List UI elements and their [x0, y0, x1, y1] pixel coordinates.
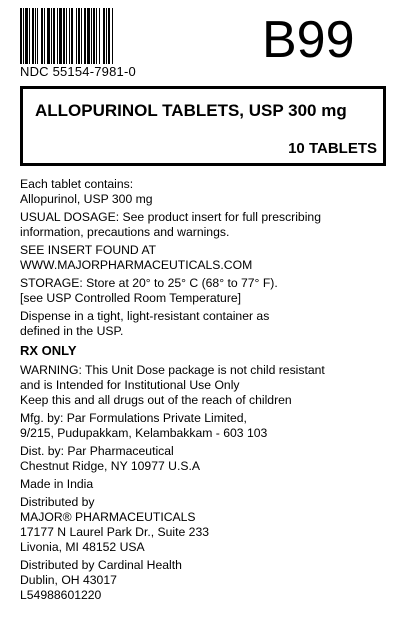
label-line: Each tablet contains: [20, 177, 134, 191]
lot-code: L54988601220 [20, 588, 102, 602]
ndc-number: NDC 55154-7981-0 [20, 64, 136, 79]
storage-section [20, 276, 405, 306]
rx-only: RX ONLY [20, 343, 77, 358]
each-tablet-section [20, 177, 405, 207]
label-body [20, 177, 405, 603]
label-line: MAJOR® PHARMACEUTICALS [20, 510, 196, 524]
label-line: Distributed by [20, 495, 95, 509]
label-line: defined in the USP. [20, 324, 124, 338]
label-line: Chestnut Ridge, NY 10977 U.S.A [20, 459, 200, 473]
label-line: Dublin, OH 43017 [20, 573, 117, 587]
insert-section [20, 243, 405, 273]
label-line: Dispense in a tight, light-resistant container as [20, 309, 270, 323]
cardinal-distributor-section [20, 558, 405, 603]
made-in: Made in India [20, 477, 94, 491]
label-line: information, precautions and warnings. [20, 225, 230, 239]
website-link: WWW.MAJORPHARMACEUTICALS.COM [20, 258, 253, 272]
dispense-section [20, 309, 405, 339]
product-name: ALLOPURINOL TABLETS, USP 300 mg [35, 101, 347, 120]
label-line: [see USP Controlled Room Temperature] [20, 291, 242, 305]
major-distributor-section [20, 495, 405, 555]
product-title-box [20, 86, 386, 166]
label-line: 9/215, Pudupakkam, Kelambakkam - 603 103 [20, 426, 268, 440]
usual-dosage-section [20, 210, 405, 240]
tablet-count: 10 TABLETS [288, 140, 377, 157]
label-line: Keep this and all drugs out of the reach of children [20, 393, 292, 407]
label-line: Mfg. by: Par Formulations Private Limited, [20, 411, 247, 425]
label-line: STORAGE: Store at 20° to 25° C (68° to 77° F). [20, 276, 278, 290]
label-line: SEE INSERT FOUND AT [20, 243, 157, 257]
label-line: Livonia, MI 48152 USA [20, 540, 145, 554]
label-line: Dist. by: Par Pharmaceutical [20, 444, 174, 458]
label-line: WARNING: This Unit Dose package is not child resistant [20, 363, 325, 377]
warning-section [20, 363, 405, 408]
label-line: 17177 N Laurel Park Dr., Suite 233 [20, 525, 210, 539]
manufacturer-section [20, 411, 405, 441]
label-line: USUAL DOSAGE: See product insert for full prescribing [20, 210, 321, 224]
label-line: Allopurinol, USP 300 mg [20, 192, 153, 206]
distributor-section [20, 444, 405, 474]
barcode-icon [20, 8, 160, 64]
product-code: B99 [262, 11, 355, 69]
label-line: Distributed by Cardinal Health [20, 558, 182, 572]
label-line: and is Intended for Institutional Use Only [20, 378, 240, 392]
